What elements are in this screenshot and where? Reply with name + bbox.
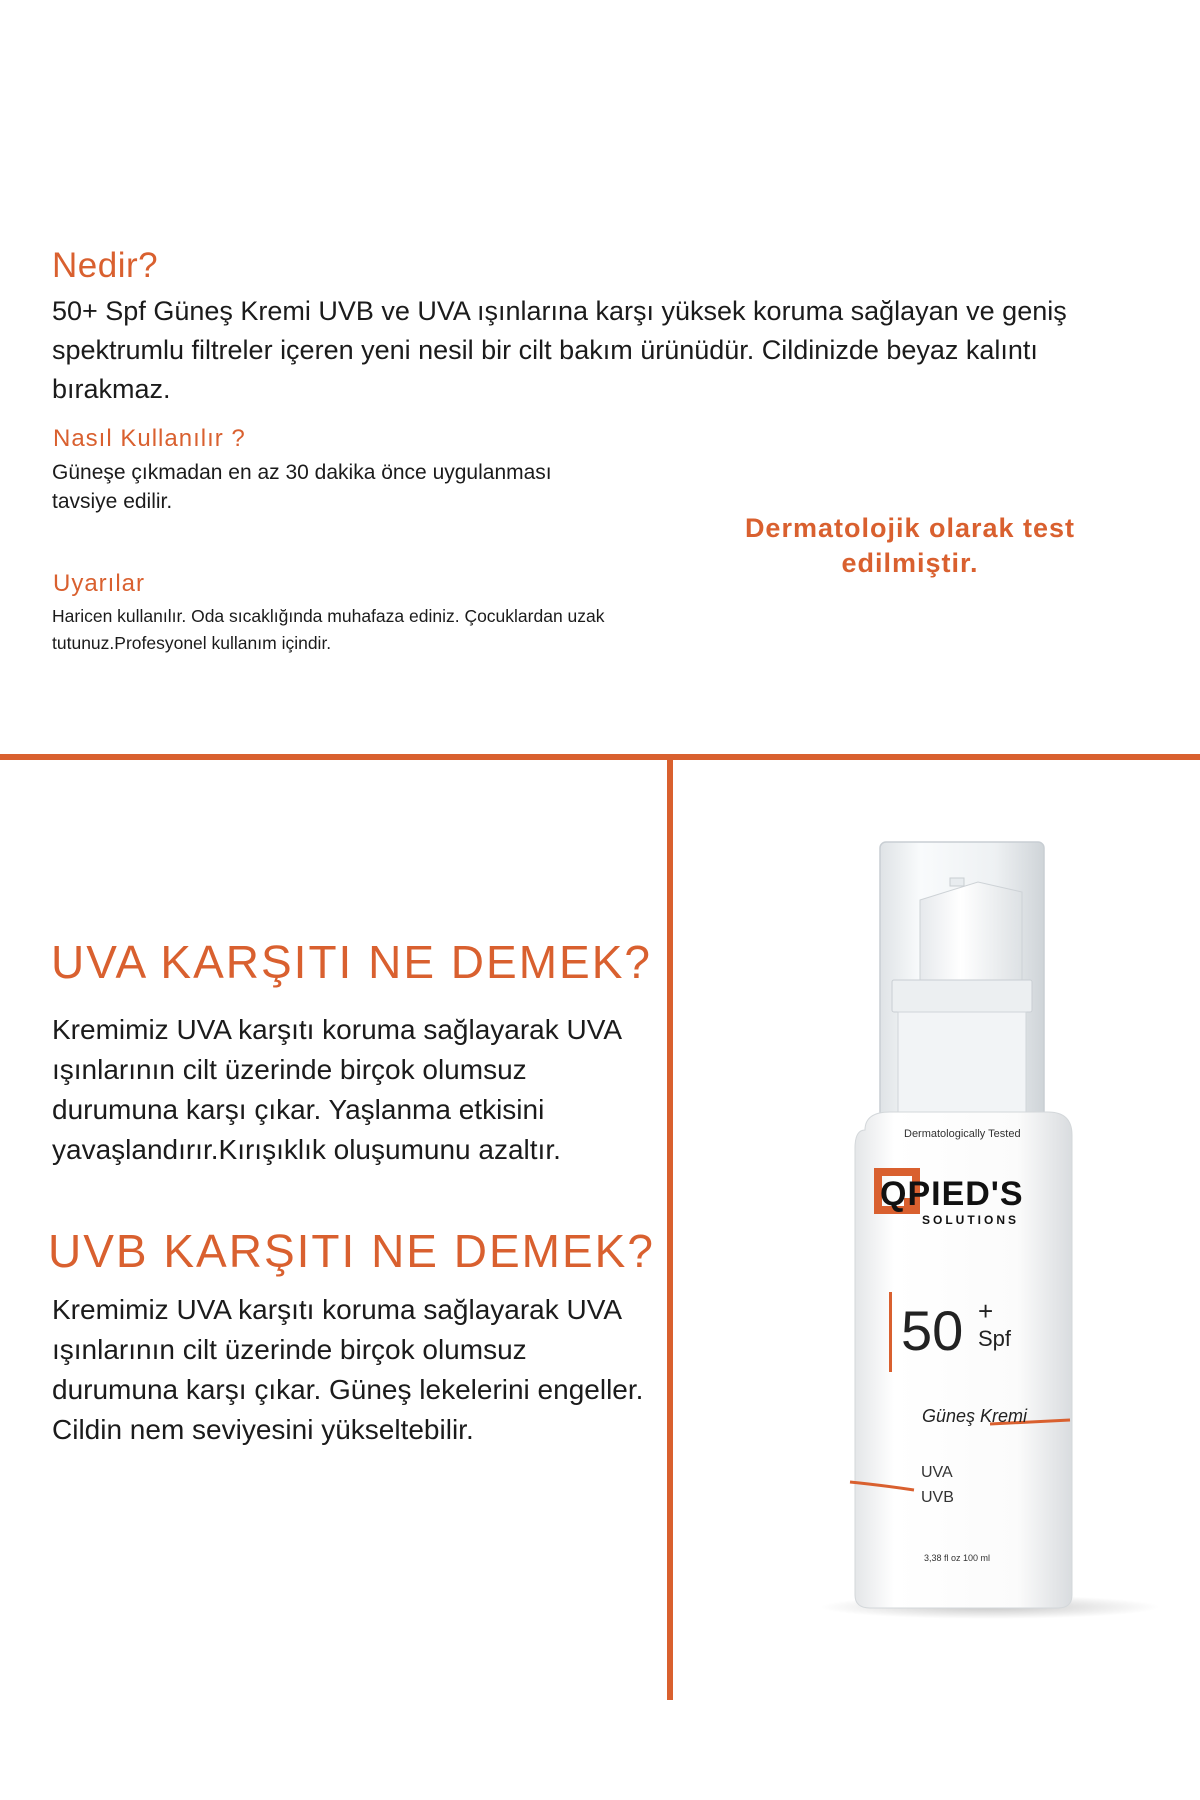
product-uva-label: UVA <box>921 1464 953 1481</box>
product-tested-label: Dermatologically Tested <box>904 1128 1021 1140</box>
product-brand-sub: SOLUTIONS <box>922 1213 1020 1227</box>
product-volume: 3,38 fl oz 100 ml <box>924 1553 991 1563</box>
uva-heading: UVA KARŞITI NE DEMEK? <box>51 936 652 988</box>
product-spf-plus: + <box>978 1296 994 1326</box>
product-brand: QPIED'S <box>880 1175 1024 1213</box>
dermatology-note: Dermatolojik olarak test edilmiştir. <box>744 513 1076 578</box>
usage-heading: Nasıl Kullanılır ? <box>53 425 246 452</box>
usage-paragraph: Güneşe çıkmadan en az 30 dakika önce uygulanması tavsiye edilir. <box>52 461 552 513</box>
product-spf-number: 50 <box>901 1299 964 1362</box>
product-name: Güneş Kremi <box>922 1406 1028 1426</box>
bottle-illustration <box>800 830 1160 1630</box>
nedir-paragraph: 50+ Spf Güneş Kremi UVB ve UVA ışınlarına karşı yüksek koruma sağlayan ve geniş spektrumlu filtreler içeren yeni nesil bir cilt bakım ürünüdür. Cildinizde beyaz kalıntı bırakmaz. <box>52 296 1067 404</box>
product-uvb-label: UVB <box>921 1489 954 1506</box>
nedir-heading: Nedir? <box>52 246 159 285</box>
uva-paragraph: Kremimiz UVA karşıtı koruma sağlayarak UVA ışınlarının cilt üzerinde birçok olumsuz durumuna karşı çıkar. Yaşlanma etkisini yavaşlandırır.Kırışıklık oluşumunu azaltır. <box>52 1014 621 1165</box>
uvb-heading: UVB KARŞITI NE DEMEK? <box>48 1225 655 1277</box>
uvb-paragraph: Kremimiz UVA karşıtı koruma sağlayarak UVA ışınlarının cilt üzerinde birçok olumsuz durumuna karşı çıkar. Güneş lekelerini engeller. Cildin nem seviyesini yükseltebilir. <box>52 1294 644 1445</box>
warnings-heading: Uyarılar <box>53 570 146 597</box>
horizontal-divider <box>0 754 1200 760</box>
product-bottle <box>800 830 1160 1630</box>
warnings-paragraph: Haricen kullanılır. Oda sıcaklığında muhafaza ediniz. Çocuklardan uzak tutunuz.Profesyonel kullanım içindir. <box>52 606 605 653</box>
vertical-divider <box>667 760 673 1700</box>
product-spf-word: Spf <box>978 1326 1012 1351</box>
